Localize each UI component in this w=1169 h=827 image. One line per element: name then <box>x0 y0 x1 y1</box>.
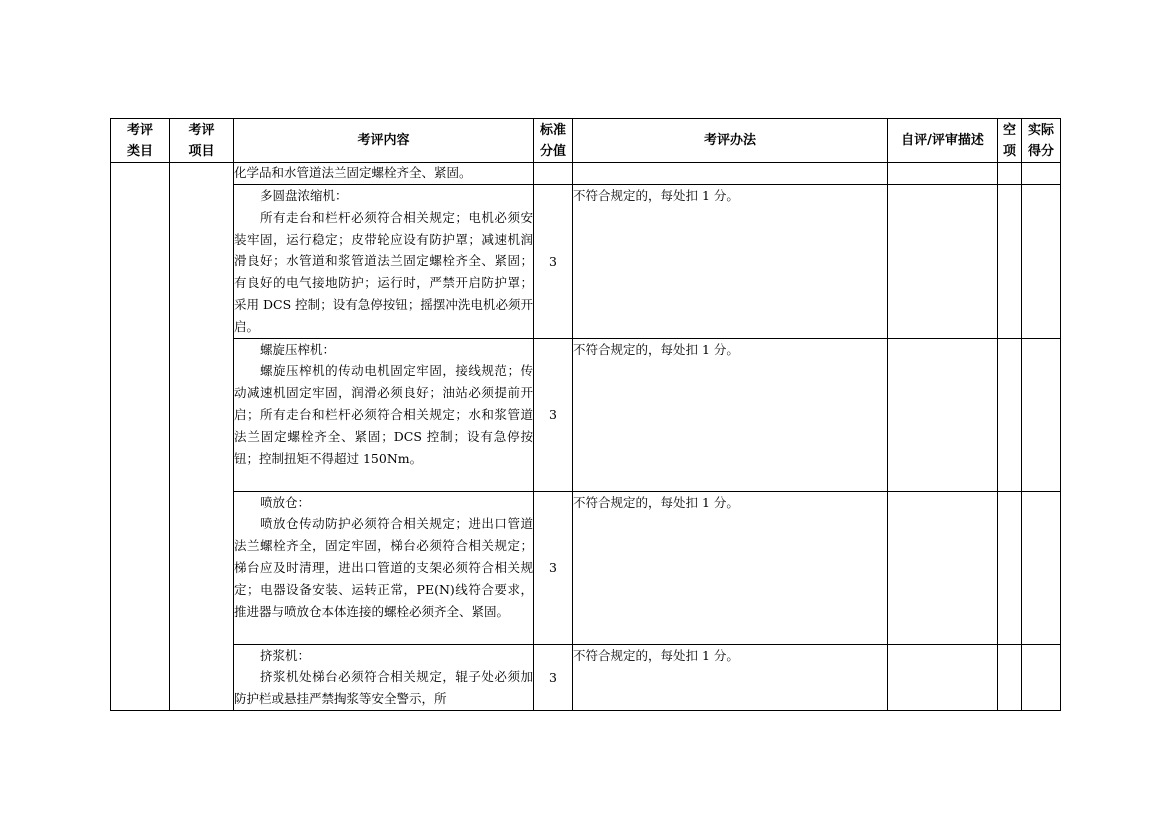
header-row <box>111 119 1061 163</box>
table-row <box>111 491 1061 644</box>
header-self-eval: 自评/评审描述 <box>888 119 998 163</box>
actual-score-cell <box>1022 163 1061 185</box>
score-cell: 3 <box>534 185 573 339</box>
item-body: 挤浆机处梯台必须符合相关规定，辊子处必须加防护栏或悬挂严禁掏浆等安全警示，所 <box>234 669 533 707</box>
method-cell: 不符合规定的，每处扣 1 分。 <box>573 338 888 491</box>
table-row <box>111 644 1061 710</box>
item-body: 所有走台和栏杆必须符合相关规定；电机必须安装牢固，运行稳定；皮带轮应设有防护罩；减速机润滑良好；水管道和浆管道法兰固定螺栓齐全、紧固；有良好的电气接地防护；运行时，严禁开启防护罩；采用 DCS 控制；设有急停按钮；摇摆冲洗电机必须开启。 <box>234 209 533 334</box>
score-cell <box>534 163 573 185</box>
content-cell <box>234 185 534 339</box>
evaluation-table <box>110 118 1061 711</box>
self-eval-cell <box>888 338 998 491</box>
score-cell: 3 <box>534 338 573 491</box>
blank-cell <box>998 338 1022 491</box>
table-row <box>111 163 1061 185</box>
method-cell: 不符合规定的，每处扣 1 分。 <box>573 185 888 339</box>
self-eval-cell <box>888 491 998 644</box>
header-method: 考评办法 <box>573 119 888 163</box>
score-cell: 3 <box>534 644 573 710</box>
actual-score-cell <box>1022 338 1061 491</box>
blank-cell <box>998 644 1022 710</box>
content-cell <box>234 644 534 710</box>
item-title: 挤浆机： <box>260 647 311 663</box>
content-cell: 化学品和水管道法兰固定螺栓齐全、紧固。 <box>234 163 534 185</box>
self-eval-cell <box>888 644 998 710</box>
table-row <box>111 338 1061 491</box>
score-cell: 3 <box>534 491 573 644</box>
content-cell <box>234 491 534 644</box>
item-title: 螺旋压榨机： <box>260 341 336 357</box>
header-blank: 空 项 <box>998 119 1022 163</box>
actual-score-cell <box>1022 491 1061 644</box>
method-cell <box>573 163 888 185</box>
header-category: 考评 类目 <box>111 119 170 163</box>
category-cell <box>111 163 170 711</box>
item-body: 螺旋压榨机的传动电机固定牢固，接线规范；传动减速机固定牢固，润滑必须良好；油站必须提前开启；所有走台和栏杆必须符合相关规定；水和浆管道法兰固定螺栓齐全、紧固；DCS 控制；设有急停按钮；控制扭矩不得超过 150Nm。 <box>234 363 533 466</box>
item-title: 多圆盘浓缩机： <box>260 188 348 203</box>
method-cell: 不符合规定的，每处扣 1 分。 <box>573 491 888 644</box>
header-actual-score: 实际 得分 <box>1022 119 1061 163</box>
self-eval-cell <box>888 163 998 185</box>
actual-score-cell <box>1022 644 1061 710</box>
item-title: 喷放仓： <box>260 494 311 510</box>
header-standard-score: 标准 分值 <box>534 119 573 163</box>
actual-score-cell <box>1022 185 1061 339</box>
self-eval-cell <box>888 185 998 339</box>
header-item: 考评 项目 <box>170 119 234 163</box>
method-cell: 不符合规定的，每处扣 1 分。 <box>573 644 888 710</box>
blank-cell <box>998 185 1022 339</box>
blank-cell <box>998 163 1022 185</box>
table-row <box>111 185 1061 339</box>
blank-cell <box>998 491 1022 644</box>
header-content: 考评内容 <box>234 119 534 163</box>
item-cell <box>170 163 234 711</box>
content-cell <box>234 338 534 491</box>
item-body: 喷放仓传动防护必须符合相关规定；进出口管道法兰螺栓齐全，固定牢固，梯台必须符合相关规定；梯台应及时清理，进出口管道的支架必须符合相关规定；电器设备安装、运转正常，PE(N)线符合要求，推进器与喷放仓本体连接的螺栓必须齐全、紧固。 <box>234 516 533 619</box>
